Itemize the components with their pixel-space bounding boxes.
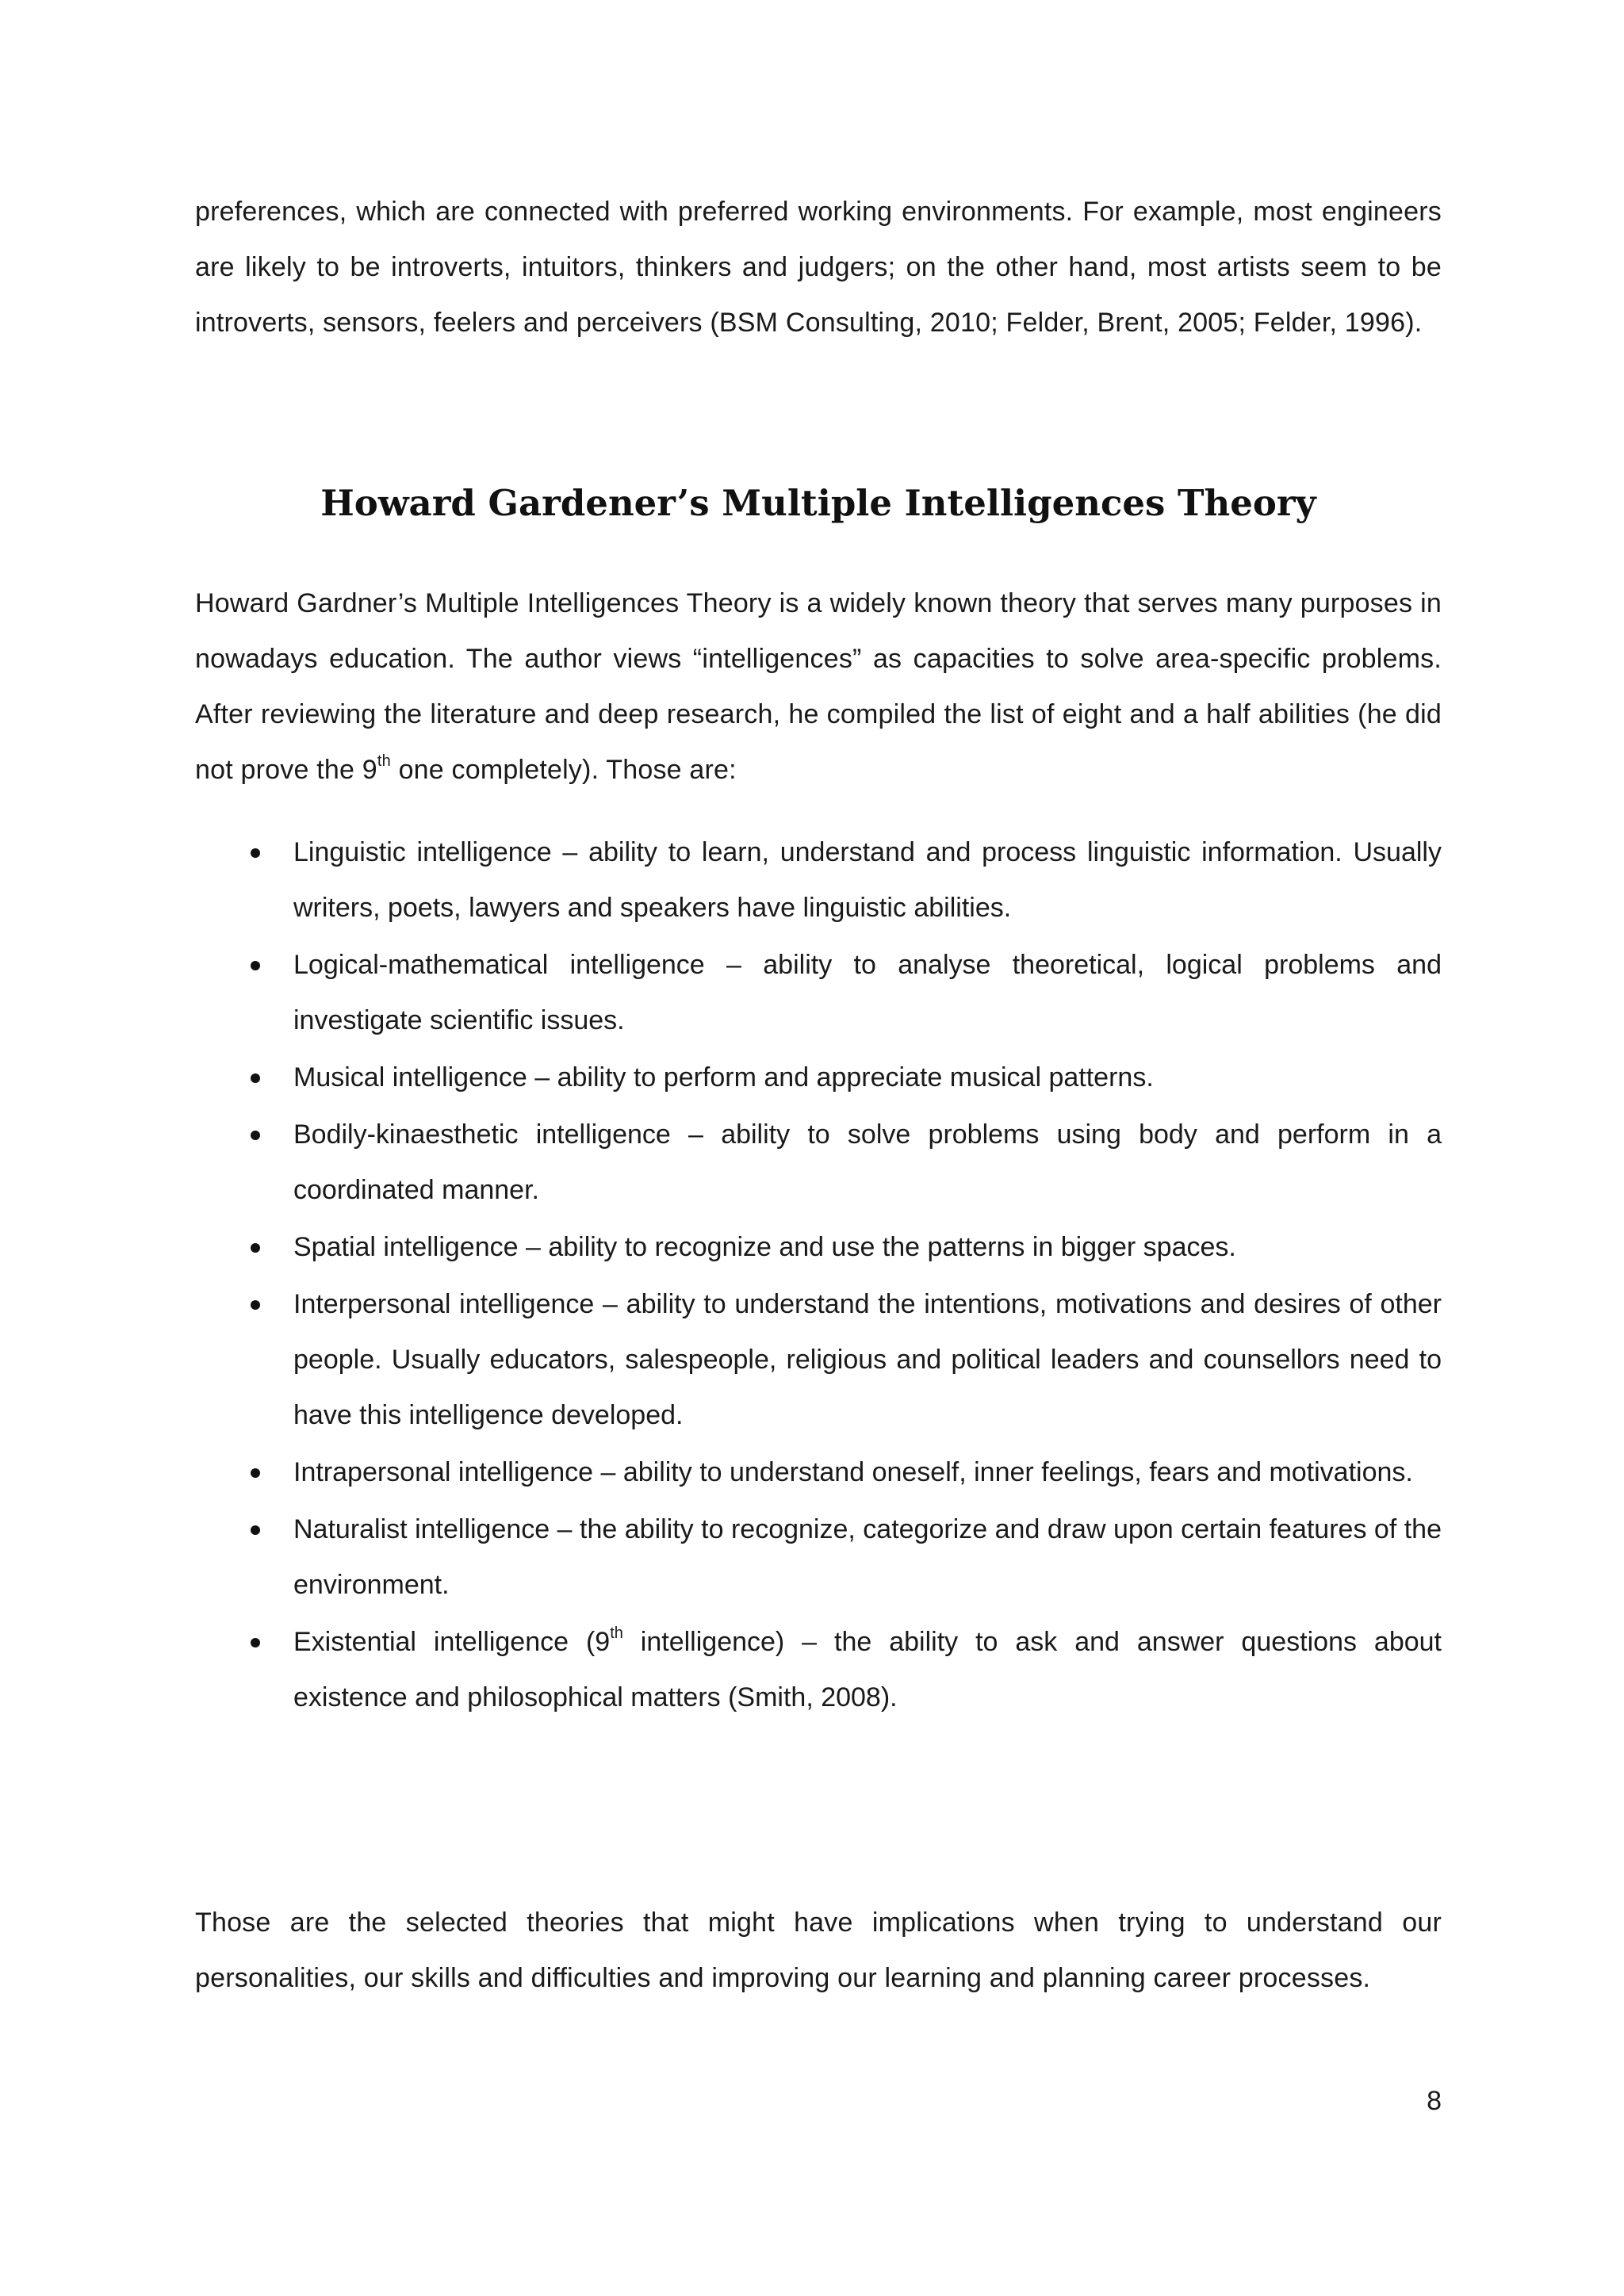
intelligences-list — [195, 825, 1442, 1727]
theory-paragraph — [195, 576, 1442, 798]
list-item-text: Intrapersonal intelligence – ability to understand oneself, inner feelings, fears and motivations. — [293, 1457, 1413, 1487]
superscript-th: th — [377, 752, 391, 770]
bullet-icon — [251, 1243, 260, 1253]
list-item — [195, 1219, 1442, 1275]
theory-paragraph-text: Howard Gardner’s Multiple Intelligences Theory is a widely known theory that serves many purposes in nowadays education. The author views “intelligences” as capacities to solve area-specific problems. After reviewing the literature and deep research, he compiled the list of eight and a half abilities (he did not prove the 9 — [195, 588, 1442, 785]
list-item-text: Naturalist intelligence – the ability to recognize, categorize and draw upon certain features of the environment. — [293, 1514, 1442, 1600]
bullet-icon — [251, 1300, 260, 1310]
closing-paragraph: Those are the selected theories that might have implications when trying to understand our personalities, our skills and difficulties and improving our learning and planning career processes. — [195, 1908, 1442, 1993]
list-item — [195, 1050, 1442, 1105]
list-item — [195, 1502, 1442, 1613]
list-item — [195, 1614, 1442, 1725]
list-item-text: Linguistic intelligence – ability to learn, understand and process linguistic information. Usually writers, poets, lawyers and speakers have linguistic abilities. — [293, 837, 1442, 923]
list-item — [195, 825, 1442, 936]
bullet-icon — [251, 848, 260, 858]
bullet-icon — [251, 1638, 260, 1647]
list-item-text: Bodily-kinaesthetic intelligence – ability to solve problems using body and perform in a coordinated manner. — [293, 1119, 1442, 1205]
list-item — [195, 937, 1442, 1048]
list-item-text: Spatial intelligence – ability to recognize and use the patterns in bigger spaces. — [293, 1232, 1236, 1262]
list-item — [195, 1445, 1442, 1500]
page-number: 8 — [1427, 2086, 1442, 2116]
list-item-text: Interpersonal intelligence – ability to understand the intentions, motivations and desires of other people. Usually educators, salespeople, religious and political leaders and counsellors need to have this intelligence developed. — [293, 1289, 1442, 1430]
list-item — [195, 1276, 1442, 1443]
list-item-text-end: intelligence) – the ability to ask and answer questions about existence and philosophical matters (Smith, 2008). — [293, 1627, 1442, 1712]
intro-paragraph: preferences, which are connected with preferred working environments. For example, most engineers are likely to be introverts, intuitors, thinkers and judgers; on the other hand, most artists seem to be introverts, sensors, feelers and perceivers (BSM Consulting, 2010; Felder, Brent, 2005; Felder, 1996). — [195, 197, 1442, 338]
list-item-text: Logical-mathematical intelligence – ability to analyse theoretical, logical problems and investigate scientific issues. — [293, 950, 1442, 1035]
superscript-th: th — [610, 1624, 623, 1642]
section-heading: Howard Gardener’s Multiple Intelligences Theory — [320, 482, 1316, 524]
list-item-text: Existential intelligence (9 — [293, 1627, 611, 1657]
bullet-icon — [251, 961, 260, 970]
list-item — [195, 1107, 1442, 1218]
theory-paragraph-end: one completely). Those are: — [390, 755, 737, 785]
bullet-icon — [251, 1073, 260, 1083]
bullet-icon — [251, 1525, 260, 1535]
list-item-text: Musical intelligence – ability to perform and appreciate musical patterns. — [293, 1062, 1154, 1093]
bullet-icon — [251, 1468, 260, 1478]
bullet-icon — [251, 1131, 260, 1140]
